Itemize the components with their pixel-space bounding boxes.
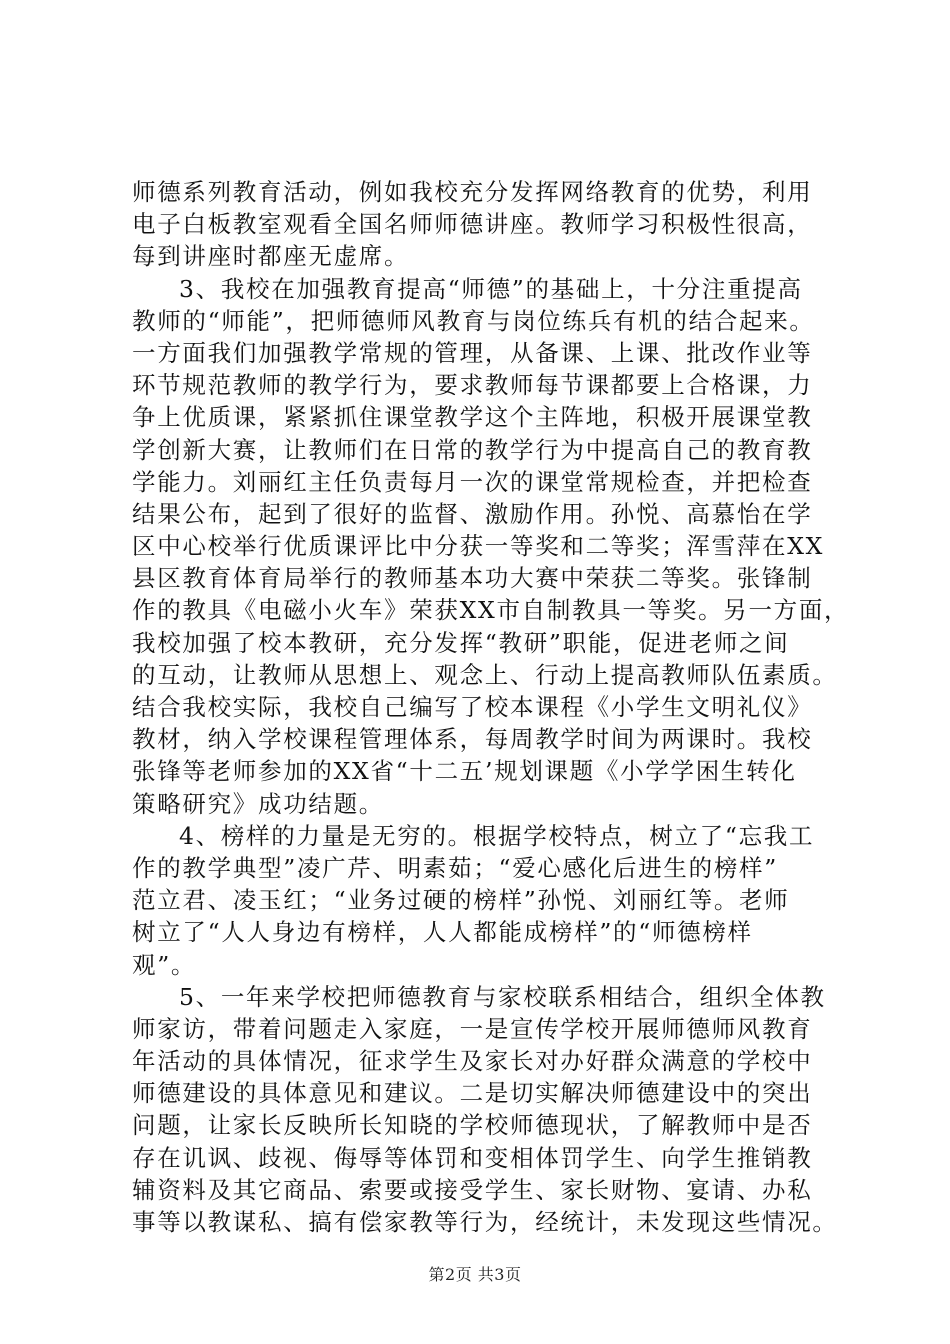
text-line: 策略研究》成功结题。: [132, 789, 384, 818]
page-footer: 第2页 共3页: [428, 1265, 522, 1284]
text-line: 范立君、凌玉红；“业务过硬的榜样”孙悦、刘丽红等。老师: [132, 886, 790, 915]
text-line: 树立了“人人身边有榜样，人人都能成榜样”的“师德榜样: [132, 918, 753, 947]
text-line: 问题，让家长反映所长知晓的学校师德现状，了解教师中是否: [132, 1111, 813, 1140]
text-line: 环节规范教师的教学行为，要求教师每节课都要上合格课，力: [132, 371, 813, 400]
text-line: 县区教育体育局举行的教师基本功大赛中荣获二等奖。张锋制: [132, 564, 813, 593]
text-line: 的互动，让教师从思想上、观念上、行动上提高教师队伍素质。: [132, 660, 838, 689]
text-line: 观”。: [132, 950, 197, 979]
text-line: 一方面我们加强教学常规的管理，从备课、上课、批改作业等: [132, 338, 813, 367]
text-line: 张锋等老师参加的XX省“十二五’规划课题《小学学困生转化: [132, 757, 797, 786]
text-line: 学能力。刘丽红主任负责每月一次的课堂常规检查，并把检查: [132, 467, 813, 496]
text-line: 4、榜样的力量是无穷的。根据学校特点，树立了“忘我工: [179, 821, 815, 850]
text-line: 5、一年来学校把师德教育与家校联系相结合，组织全体教: [179, 982, 826, 1011]
text-line: 结合我校实际，我校自己编写了校本课程《小学生文明礼仪》: [132, 693, 813, 721]
text-line: 事等以教谋私、搞有偿家教等行为，经统计，未发现这些情况。: [132, 1208, 838, 1236]
text-line: 教师的“师能”，把师德师风教育与岗位练兵有机的结合起来。: [132, 306, 815, 335]
text-line: 存在讥讽、歧视、侮辱等体罚和变相体罚学生、向学生推销教: [132, 1143, 813, 1172]
text-line: 师家访，带着问题走入家庭，一是宣传学校开展师德师风教育: [132, 1014, 813, 1043]
text-line: 师德系列教育活动，例如我校充分发挥网络教育的优势，利用: [132, 178, 813, 206]
text-line: 每到讲座时都座无虚席。: [132, 242, 410, 271]
text-line: 年活动的具体情况，征求学生及家长对办好群众满意的学校中: [132, 1047, 813, 1076]
text-line: 争上优质课，紧紧抓住课堂教学这个主阵地，积极开展课堂教: [132, 403, 813, 432]
text-line: 结果公布，起到了很好的监督、激励作用。孙悦、高慕怡在学: [132, 499, 813, 528]
text-line: 3、我校在加强教育提高“师德”的基础上，十分注重提高: [179, 274, 803, 303]
text-line: 电子白板教室观看全国名师师德讲座。教师学习积极性很高，: [132, 210, 813, 239]
text-line: 辅资料及其它商品、索要或接受学生、家长财物、宴请、办私: [132, 1175, 813, 1204]
text-line: 作的教学典型”凌广芹、明素茹；“爱心感化后进生的榜样”: [132, 853, 778, 882]
text-line: 师德建设的具体意见和建议。二是切实解决师德建设中的突出: [132, 1079, 813, 1108]
text-line: 学创新大赛，让教师们在日常的教学行为中提高自己的教育教: [132, 435, 813, 464]
text-line: 作的教具《电磁小火车》荣获XX市自制教具一等奖。另一方面，: [132, 596, 850, 625]
text-line: 我校加强了校本教研，充分发挥“教研”职能，促进老师之间: [132, 628, 790, 657]
document-body: [132, 176, 852, 1238]
text-line: 区中心校举行优质课评比中分获一等奖和二等奖；浑雪萍在XX: [132, 532, 825, 561]
text-line: 教材，纳入学校课程管理体系，每周教学时间为两课时。我校: [132, 725, 813, 754]
